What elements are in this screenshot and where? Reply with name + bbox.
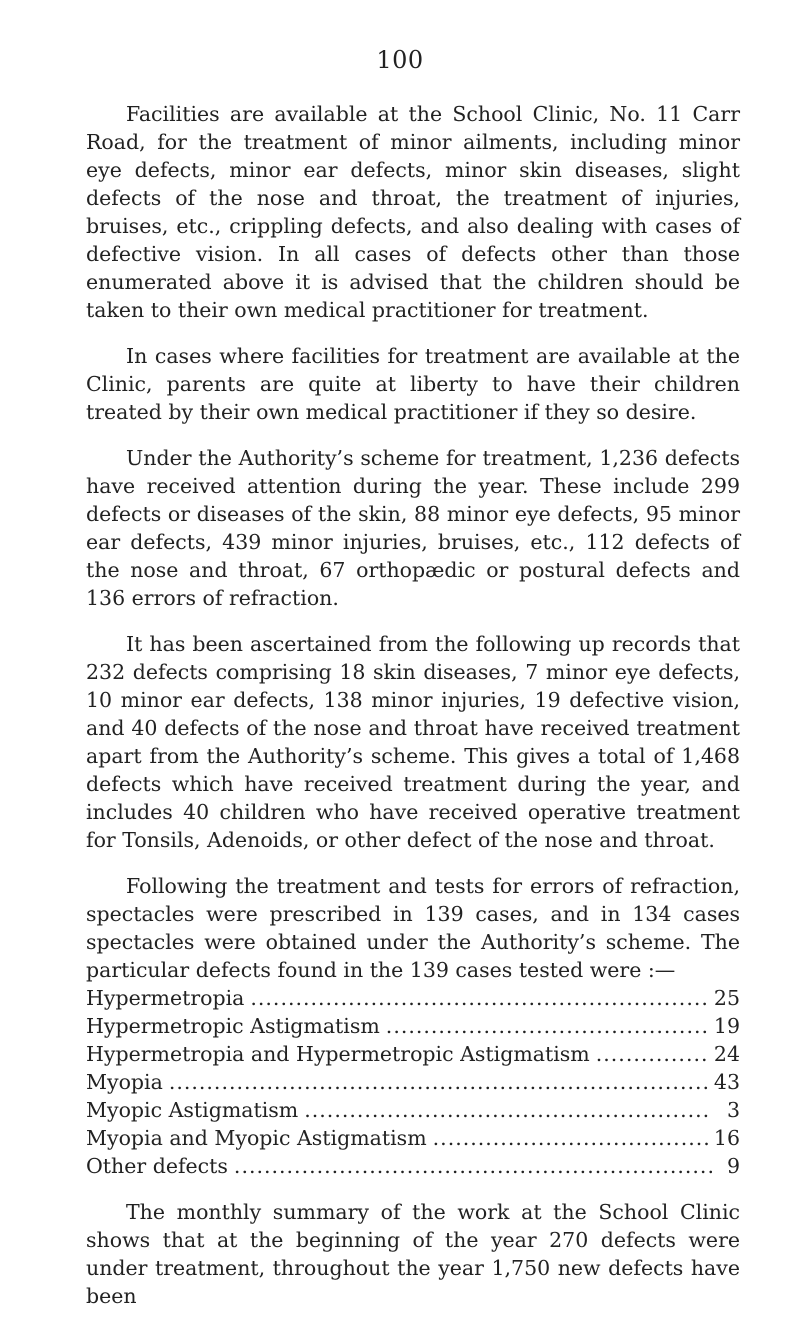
paragraph-monthly-summary: The monthly summary of the work at the School Clinic shows that at the beginning of the year 270 defects were under treatment, throughout the year 1,750 new defects have been: [86, 1200, 740, 1308]
list-item: [86, 1124, 740, 1152]
defect-label: Myopia and Myopic Astigmatism: [86, 1126, 427, 1150]
defect-label: Hypermetropia: [86, 986, 245, 1010]
defect-label: Hypermetropic Astigmatism: [86, 1014, 380, 1038]
list-item: [86, 1040, 740, 1068]
dot-leader: [169, 1068, 708, 1096]
defect-label: Myopic Astigmatism: [86, 1098, 299, 1122]
dot-leader: [433, 1124, 708, 1152]
document-body: [86, 100, 740, 1328]
defects-list: [86, 984, 740, 1180]
paragraph-refraction: Following the treatment and tests for errors of refraction, spectacles were prescribed in 139 cases, and in 134 cases spectacles were obtained under the Authority’s scheme. The particular defects found in the 139 cases tested were :—: [86, 874, 740, 982]
list-item: [86, 984, 740, 1012]
list-item: [86, 1152, 740, 1180]
dot-leader: [250, 984, 708, 1012]
defect-label: Hypermetropia and Hypermetropic Astigmatism: [86, 1042, 590, 1066]
defect-count: 9: [726, 1154, 740, 1178]
list-item: [86, 1096, 740, 1124]
paragraph-clinic-facilities: Facilities are available at the School Clinic, No. 11 Carr Road, for the treatment of minor ailments, including minor eye defects, minor ear defects, minor skin diseases, slight defects of the nose and throat, the treatment of injuries, bruises, etc., crippling defects, and also dealing with cases of defective vision. In all cases of defects other than those enumerated above it is advised that the children should be taken to their own medical practitioner for treatment.: [86, 102, 740, 322]
paragraph-following-up: It has been ascertained from the following up records that 232 defects comprising 18 skin diseases, 7 minor eye defects, 10 minor ear defects, 138 minor injuries, 19 defective vision, and 40 defects of the nose and throat have received treatment apart from the Authority’s scheme. This gives a total of 1,468 defects which have received treatment during the year, and includes 40 children who have received operative treatment for Tonsils, Adenoids, or other defect of the nose and throat.: [86, 632, 740, 852]
defect-label: Other defects: [86, 1154, 228, 1178]
paragraph-private-treatment: In cases where facilities for treatment are available at the Clinic, parents are quite at liberty to have their children treated by their own medical practitioner if they so desire.: [86, 344, 740, 424]
dot-leader: [304, 1096, 712, 1124]
defect-count: 3: [726, 1098, 740, 1122]
defect-count: 43: [713, 1070, 740, 1094]
defect-count: 24: [713, 1042, 740, 1066]
list-item: [86, 1068, 740, 1096]
defect-count: 25: [713, 986, 740, 1010]
dot-leader: [596, 1040, 708, 1068]
dot-leader: [234, 1152, 712, 1180]
defect-count: 16: [713, 1126, 740, 1150]
defect-label: Myopia: [86, 1070, 163, 1094]
list-item: [86, 1012, 740, 1040]
dot-leader: [386, 1012, 708, 1040]
defect-count: 19: [713, 1014, 740, 1038]
paragraph-authority-scheme: Under the Authority’s scheme for treatment, 1,236 defects have received attention during the year. These include 299 defects or diseases of the skin, 88 minor eye defects, 95 minor ear defects, 439 minor injuries, bruises, etc., 112 defects of the nose and throat, 67 orthopædic or postural defects and 136 errors of refraction.: [86, 446, 740, 610]
page-number: 100: [376, 46, 424, 74]
